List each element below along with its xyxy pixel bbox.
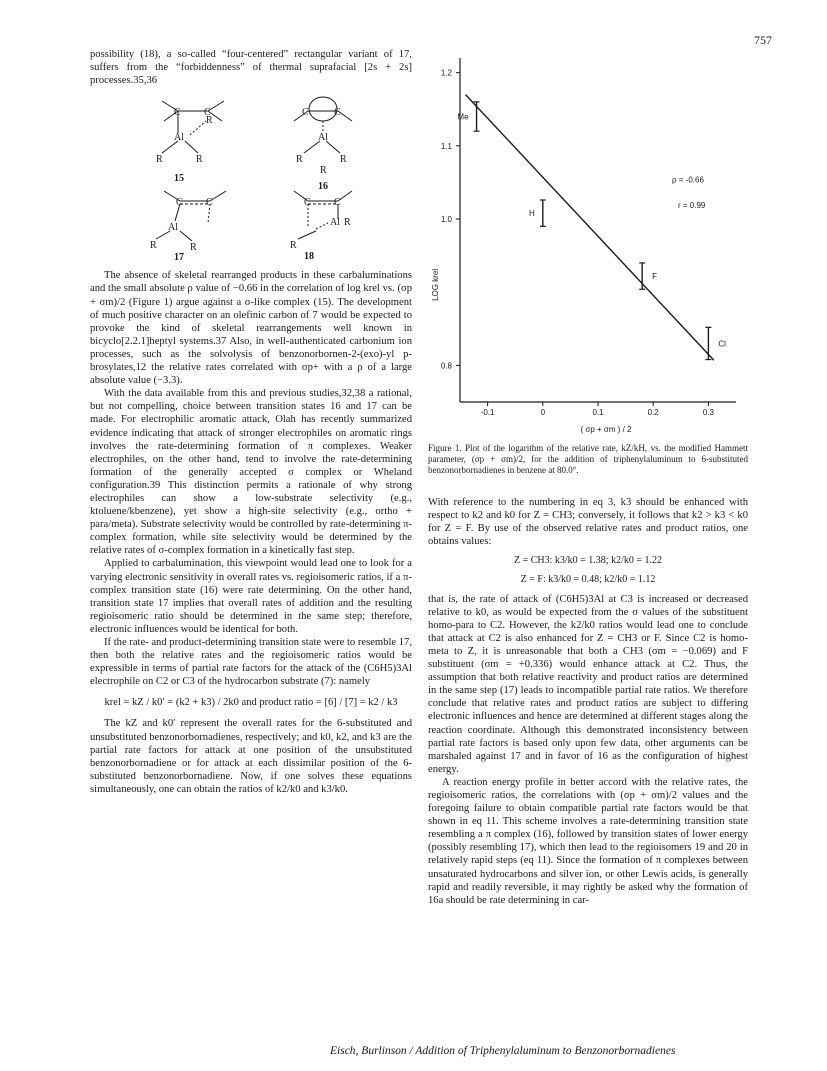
- paragraph: If the rate- and product-determining transition state were to resemble 17, then both the relative rates and the regioisomeric ratios would be expressible in terms of partial rate factors for the attack of the (C6H5)3Al electrophile on C2 or C3 of the hydrocarbon substrate (7): namely: [90, 637, 412, 688]
- equation: Z = F: k3/k0 = 0.48; k2/k0 = 1.12: [520, 574, 656, 586]
- y-tick-label: 1.0: [440, 215, 452, 225]
- atom-label: R: [344, 217, 351, 229]
- y-tick-label: 0.8: [440, 361, 452, 371]
- atom-label: R: [340, 154, 347, 166]
- atom-label: R: [206, 115, 213, 127]
- figure-caption: Figure 1. Plot of the logarithm of the relative rate, kZ/kH, vs. the modified Hammett parameter, (σp + σm)/2, for the addition of triphenylaluminum to 6-substituted benzonorbornadienes in benzene at 80.0°.: [428, 443, 748, 475]
- equation: krel = kZ / k0′ = (k2 + k3) / 2k0 and product ratio = [6] / [7] = k2 / k3: [104, 697, 398, 709]
- atom-label: Al: [168, 222, 178, 234]
- paragraph: possibility (18), a so-called “four-centered” rectangular variant of 17, suffers from the “forbiddenness” of thermal suprafacial [2s + 2s] processes.35,36: [90, 49, 412, 87]
- data-point-label: F: [652, 272, 658, 282]
- paragraph: A reaction energy profile in better accord with the relative rates, the regioisomeric ratios, the correlations with (σp + σm)/2 values and the foregoing failure to obtain compatible partial rate factors would be that shown in eq 11. This scheme involves a rate-determining transition state resembling a π complex (16), followed by transition states of lower energy (possibly resembling 17), which then lead to the regioisomers 19 and 20 in relatively rapid steps (eq 11). Since the formation of π complexes between unsaturated hydrocarbons and silver ion, or other Lewis acids, is generally rapid and readily reversible, it may rightly be asked why the formation of 16a should be rate determining in car-: [428, 776, 748, 906]
- paragraph: The kZ and k0′ represent the overall rates for the 6-substituted and unsubstituted benzonorbornadienes, respectively; and k0, k2, and k3 are the partial rate factors for attack at one position of the unsubstituted benzonorbornadiene or for attack at each dissimilar position of the 6-substituted benzonorbornadiene. Now, if one solves these equations simultaneously, one can obtain the ratios of k2/k0 and k3/k0.: [90, 718, 412, 795]
- y-axis-label: LOG krel: [431, 268, 440, 301]
- paragraph: Applied to carbalumination, this viewpoint would lead one to look for a varying electronic sensitivity in overall rates vs. regioisomeric ratios, if a π-complex transition state (16) were rate determining. On the other hand, transition state 17 implies that overall rates of addition and the resulting regioisomeric ratio should be determined in the same step; therefore, electronic influences would be identical for both.: [90, 558, 412, 635]
- running-footer: Eisch, Burlinson / Addition of Triphenylaluminum to Benzonorbornadienes: [330, 1045, 676, 1057]
- x-axis-label: ( σp + σm ) / 2: [580, 425, 632, 434]
- atom-label: C: [174, 107, 181, 119]
- atom-label: R: [190, 242, 197, 254]
- paragraph: With the data available from this and previous studies,32,38 a rational, but not compelling, choice between transition states 16 and 17 can be made. For electrophilic aromatic attack, Olah has recently summarized evidence indicating that attack of stronger electrophiles on aromatic rings involves the rate-determining formation of π complexes. Weaker electrophiles, on the other hand, tend to involve the rate-determining formation of the generally accepted σ complex or Wheland configuration.39 This distinction permits a rationale of why strong electrophiles can show a low-substrate selectivity (e.g., ktoluene/kbenzene), yet show a high-site selectivity (e.g., ortho + para/meta). Substrate selectivity would be controlled by rate-determining π-complex formation, while site selectivity would be determined by the relative rates of σ-complex formation in a kinetically fast step.: [90, 388, 412, 557]
- x-tick-label: 0.3: [702, 408, 714, 417]
- structure-number: 17: [174, 252, 184, 264]
- x-tick-label: 0.1: [592, 408, 604, 417]
- chemical-structures: [90, 91, 412, 263]
- data-point-label: Me: [457, 112, 469, 122]
- atom-label: R: [196, 154, 203, 166]
- x-tick-label: 0.2: [647, 408, 659, 417]
- structure-number: 15: [174, 173, 184, 185]
- x-tick-label: -0.1: [480, 408, 495, 417]
- paragraph: that is, the rate of attack of (C6H5)3Al at C3 is increased or decreased relative to k0, as would be expected from the σ values of the substituent homo-para to C2. However, the k2/k0 ratios would lead one to conclude that attack at C2 is also enhanced for Z = CH3 or F. Since C2 is homo-meta to Z, it is unreasonable that both a CH3 (σm = −0.069) and F substituent (σm = +0.336) would enhance attack at C2. Thus, the assumption that both relative reactivity and product ratios are determined in the same step (17) leads to incompatible partial rate ratios. We therefore conclude that relative rates and product ratios are subject to differing electronic influences and hence are determined at different stages along the reaction coordinate. Although this demonstrated inconsistency between partial rate factors is based only upon few data, other arguments can be marshaled against 17 and in favor of 16 as the configuration of highest energy.: [428, 593, 748, 775]
- atom-label: C: [334, 107, 341, 119]
- atom-label: C: [176, 197, 183, 209]
- hammett-plot: [416, 46, 756, 446]
- equation: Z = CH3: k3/k0 = 1.38; k2/k0 = 1.22: [513, 555, 663, 567]
- atom-label: C: [206, 197, 213, 209]
- atom-label: C: [302, 107, 309, 119]
- x-tick-label: 0: [540, 408, 546, 417]
- data-point-label: Cl: [718, 339, 726, 349]
- paragraph: The absence of skeletal rearranged products in these carbaluminations and the small absolute ρ value of −0.66 in the correlation of log krel vs. (σp + σm)/2 (Figure 1) argue against a σ-like complex (15). The development of much positive character on an olefinic carbon of 7 would be expected to provoke the kind of skeletal rearrangements well known in bicyclo[2.2.1]heptyl systems.37 Also, in well-authenticated carbonium ion processes, such as the solvolysis of benzonorbornen-2-(exo)-yl p-brosylates,12 the relative rates correlated with σp+ with a ρ of a large absolute value (−3.3).: [90, 270, 412, 387]
- figure-1: [416, 46, 756, 446]
- right-column: [428, 496, 748, 907]
- atom-label: Al: [318, 132, 328, 144]
- y-tick-label: 1.1: [440, 141, 452, 151]
- rho-annotation: ρ = -0.66: [672, 175, 704, 185]
- fit-line: [466, 95, 714, 361]
- atom-label: R: [156, 154, 163, 166]
- structure-number: 16: [318, 181, 328, 193]
- atom-label: C: [204, 107, 211, 119]
- atom-label: R: [296, 154, 303, 166]
- page-number: 757: [754, 33, 772, 47]
- atom-label: R: [320, 165, 327, 177]
- y-tick-label: 1.2: [440, 68, 452, 78]
- atom-label: C: [334, 197, 341, 209]
- atom-label: R: [150, 240, 157, 252]
- data-point-label: H: [529, 209, 535, 219]
- atom-label: C: [304, 197, 311, 209]
- atom-label: Al: [330, 217, 340, 229]
- atom-label: R: [290, 240, 297, 252]
- atom-label: Al: [174, 132, 184, 144]
- left-column: [90, 48, 412, 796]
- r-annotation: r = 0.99: [678, 201, 706, 211]
- paragraph: With reference to the numbering in eq 3, k3 should be enhanced with respect to k2 and k0 for Z = CH3; conversely, it follows that k2 > k3 < k0 for Z = F. By use of the observed relative rates and product ratios, one obtains values:: [428, 497, 748, 548]
- structure-number: 18: [304, 251, 314, 263]
